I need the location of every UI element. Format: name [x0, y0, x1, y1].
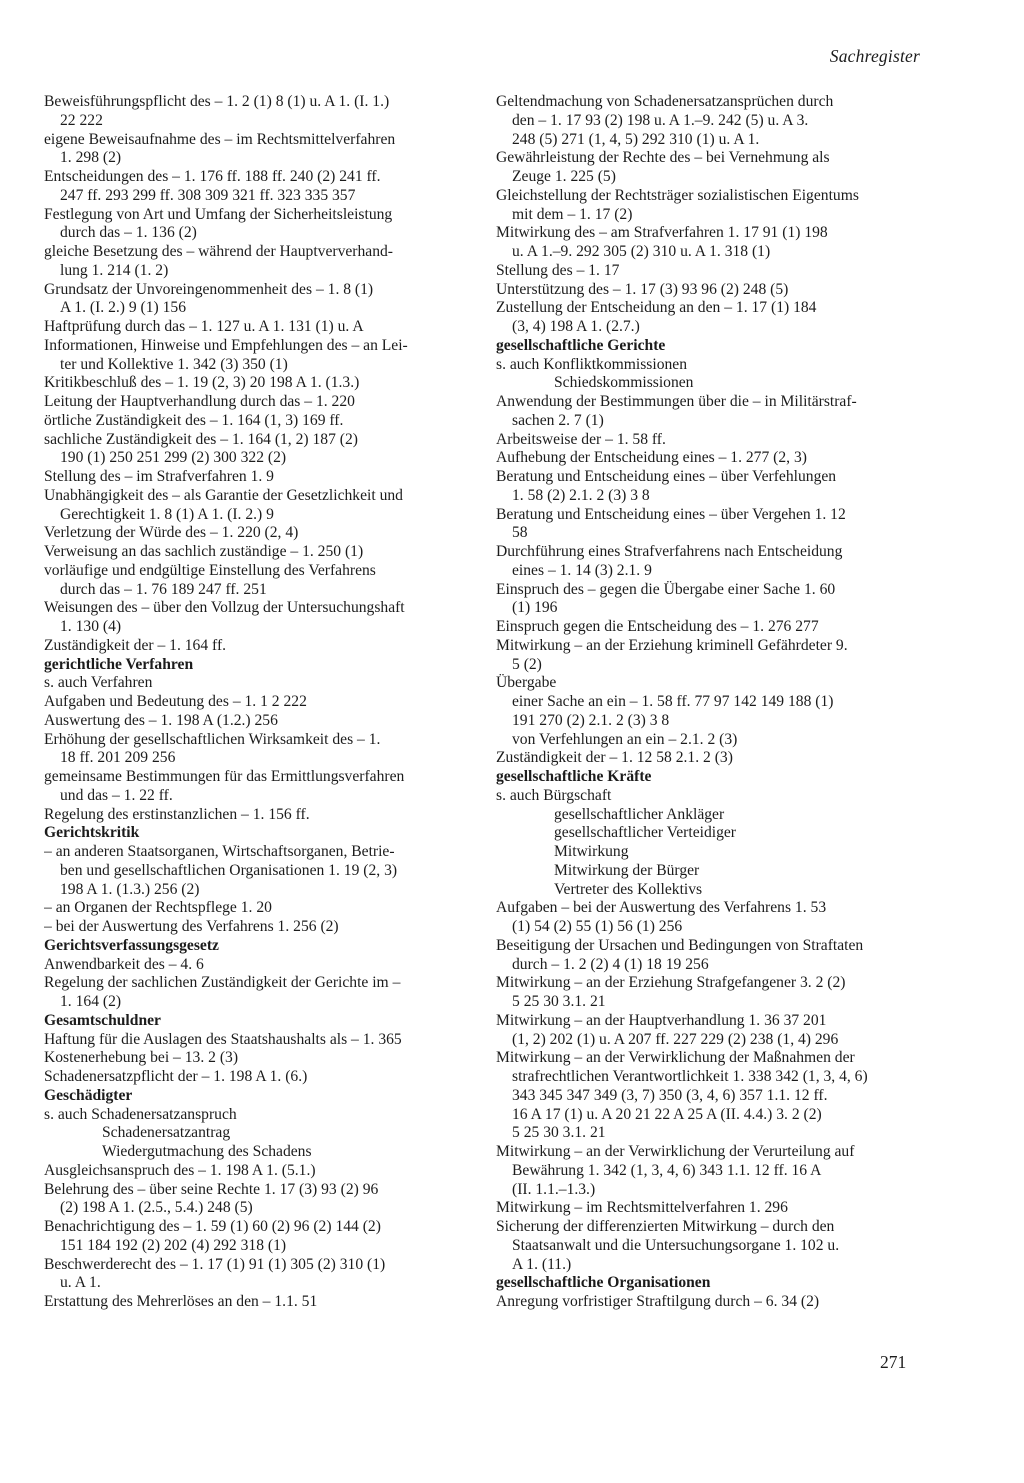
index-line: Leitung der Hauptverhandlung durch das – 1. 220 — [44, 393, 355, 410]
index-line: s. auch Konfliktkommissionen — [496, 355, 688, 373]
index-line: sachliche Zuständigkeit des – 1. 164 (1, 2) 187 (2) — [44, 430, 358, 448]
index-column-right — [496, 93, 928, 1312]
index-line: Aufhebung der Entscheidung eines – 1. 277 (2, 3) — [496, 449, 807, 467]
running-header: Sachregister — [829, 46, 920, 66]
index-line: einer Sache an ein – 1. 58 ff. 77 97 142 149 188 (1) — [512, 693, 834, 710]
index-line: Erhöhung der gesellschaftlichen Wirksamkeit des – 1. — [44, 730, 381, 748]
index-line: Kritikbeschluß des – 1. 19 (2, 3) 20 198 A 1. (1.3.) — [44, 374, 360, 392]
page-number: 271 — [880, 1352, 907, 1372]
index-line: von Verfehlungen an ein – 2.1. 2 (3) — [512, 730, 738, 748]
index-line: Mitwirkung – an der Erziehung kriminell Gefährdeter 9. — [496, 636, 848, 654]
index-line: Mitwirkung – im Rechtsmittelverfahren 1. 296 — [496, 1199, 788, 1217]
index-line: gleiche Besetzung des – während der Hauptververhand- — [44, 243, 393, 260]
index-line: Erstattung des Mehrerlöses an den – 1.1. 51 — [44, 1293, 318, 1310]
index-line: Mitwirkung – an der Verwirklichung der Verurteilung auf — [496, 1143, 855, 1160]
index-line: Arbeitsweise der – 1. 58 ff. — [496, 430, 666, 448]
index-line: Beschwerderecht des – 1. 17 (1) 91 (1) 305 (2) 310 (1) — [44, 1255, 386, 1273]
index-line: 343 345 347 349 (3, 7) 350 (3, 4, 6) 357 1.1. 12 ff. — [512, 1086, 828, 1104]
index-line: 1. 130 (4) — [60, 618, 122, 635]
index-line: 5 25 30 3.1. 21 — [512, 1124, 606, 1142]
index-line: Mitwirkung – an der Erziehung Strafgefangener 3. 2 (2) — [496, 974, 846, 992]
index-line: 58 — [512, 524, 528, 542]
index-line: (3, 4) 198 A 1. (2.7.) — [512, 318, 640, 335]
index-line: Aufgaben – bei der Auswertung des Verfahrens 1. 53 — [496, 899, 827, 917]
index-line: A 1. (I. 2.) 9 (1) 156 — [60, 299, 187, 317]
index-line: Zuständigkeit der – 1. 12 58 2.1. 2 (3) — [496, 749, 733, 767]
index-line: Kostenerhebung bei – 13. 2 (3) — [44, 1049, 239, 1067]
index-line: (1) 196 — [512, 599, 558, 617]
index-line: Sicherung der differenzierten Mitwirkung – durch den — [496, 1218, 835, 1235]
index-line: Unabhängigkeit des – als Garantie der Gesetzlichkeit und — [44, 486, 403, 504]
index-line: Haftprüfung durch das – 1. 127 u. A 1. 131 (1) u. A — [44, 318, 364, 335]
index-line: Einspruch des – gegen die Übergabe einer Sache 1. 60 — [496, 580, 836, 598]
index-line: Stellung des – 1. 17 — [496, 261, 620, 279]
index-line: Aufgaben und Bedeutung des – 1. 1 2 222 — [44, 693, 307, 710]
index-line: Gleichstellung der Rechtsträger sozialistischen Eigentums — [496, 186, 859, 204]
index-line: sachen 2. 7 (1) — [512, 411, 604, 429]
index-line: gesellschaftlicher Verteidiger — [554, 824, 736, 842]
index-line: durch – 1. 2 (2) 4 (1) 18 19 256 — [512, 955, 709, 973]
index-line: Unterstützung des – 1. 17 (3) 93 96 (2) 248 (5) — [496, 280, 789, 298]
index-line: Übergabe — [496, 674, 557, 692]
index-line: durch das – 1. 76 189 247 ff. 251 — [60, 580, 267, 598]
index-line: Durchführung eines Strafverfahrens nach Entscheidung — [496, 543, 843, 560]
index-heading: gesellschaftliche Gerichte — [496, 336, 666, 354]
index-heading: Gerichtsverfassungsgesetz — [44, 936, 219, 954]
index-line: und das – 1. 22 ff. — [60, 786, 173, 804]
index-line: s. auch Schadenersatzanspruch — [44, 1105, 237, 1123]
index-line: Einspruch gegen die Entscheidung des – 1. 276 277 — [496, 618, 819, 635]
index-heading: gesellschaftliche Organisationen — [496, 1274, 711, 1292]
index-line: Benachrichtigung des – 1. 59 (1) 60 (2) 96 (2) 144 (2) — [44, 1218, 381, 1235]
index-line: Belehrung des – über seine Rechte 1. 17 (3) 93 (2) 96 — [44, 1180, 379, 1198]
index-line: Verletzung der Würde des – 1. 220 (2, 4) — [44, 524, 299, 542]
index-line: 247 ff. 293 299 ff. 308 309 321 ff. 323 335 357 — [60, 186, 356, 204]
index-line: ter und Kollektive 1. 342 (3) 350 (1) — [60, 355, 288, 373]
index-line: Beseitigung der Ursachen und Bedingungen von Straftaten — [496, 936, 864, 954]
index-line: Ausgleichsanspruch des – 1. 198 A 1. (5.1.) — [44, 1161, 316, 1179]
index-line: Stellung des – im Strafverfahren 1. 9 — [44, 468, 274, 485]
index-line: Beratung und Entscheidung eines – über Vergehen 1. 12 — [496, 505, 846, 523]
index-line: Zustellung der Entscheidung an den – 1. 17 (1) 184 — [496, 299, 817, 317]
index-line: – bei der Auswertung des Verfahrens 1. 256 (2) — [44, 918, 339, 935]
index-line: u. A 1. — [60, 1274, 101, 1292]
index-line: 18 ff. 201 209 256 — [60, 749, 176, 767]
index-line: Mitwirkung – an der Verwirklichung der Maßnahmen der — [496, 1049, 855, 1067]
index-line: ben und gesellschaftlichen Organisationen 1. 19 (2, 3) — [60, 861, 398, 879]
index-line: Bewährung 1. 342 (1, 3, 4, 6) 343 1.1. 12 ff. 16 A — [512, 1161, 822, 1179]
index-line: Anregung vorfristiger Straftilgung durch – 6. 34 (2) — [496, 1293, 820, 1310]
index-line: (1, 2) 202 (1) u. A 207 ff. 227 229 (2) 238 (1, 4) 296 — [512, 1030, 839, 1048]
index-line: Regelung des erstinstanzlichen – 1. 156 ff. — [44, 805, 310, 823]
index-line: Entscheidungen des – 1. 176 ff. 188 ff. 240 (2) 241 ff. — [44, 168, 381, 185]
index-line: (2) 198 A 1. (2.5., 5.4.) 248 (5) — [60, 1199, 253, 1217]
index-line: strafrechtlichen Verantwortlichkeit 1. 338 342 (1, 3, 4, 6) — [512, 1068, 868, 1085]
index-line: Zeuge 1. 225 (5) — [512, 168, 616, 185]
index-line: (II. 1.1.–1.3.) — [512, 1180, 596, 1198]
index-line: Haftung für die Auslagen des Staatshaushalts als – 1. 365 — [44, 1030, 402, 1048]
index-line: 5 25 30 3.1. 21 — [512, 993, 606, 1010]
index-line: Zuständigkeit der – 1. 164 ff. — [44, 636, 227, 654]
index-line: eigene Beweisaufnahme des – im Rechtsmittelverfahren — [44, 130, 396, 148]
index-heading: gerichtliche Verfahren — [44, 655, 194, 673]
index-line: 16 A 17 (1) u. A 20 21 22 A 25 A (II. 4.4.) 3. 2 (2) — [512, 1105, 822, 1123]
index-line: Festlegung von Art und Umfang der Sicherheitsleistung — [44, 205, 393, 223]
index-line: Grundsatz der Unvoreingenommenheit des – 1. 8 (1) — [44, 280, 374, 298]
index-line: 5 (2) — [512, 655, 542, 673]
index-line: Regelung der sachlichen Zuständigkeit der Gerichte im – — [44, 974, 401, 992]
index-line: 190 (1) 250 251 299 (2) 300 322 (2) — [60, 449, 287, 467]
index-line: s. auch Verfahren — [44, 674, 153, 692]
index-line: Informationen, Hinweise und Empfehlungen des – an Lei- — [44, 336, 408, 354]
index-line: Mitwirkung des – am Strafverfahren 1. 17 91 (1) 198 — [496, 224, 828, 242]
index-heading: Gerichtskritik — [44, 824, 140, 842]
index-line: 22 222 — [60, 111, 103, 129]
index-line: Mitwirkung – an der Hauptverhandlung 1. 36 37 201 — [496, 1011, 827, 1029]
index-line: 151 184 192 (2) 202 (4) 292 318 (1) — [60, 1236, 287, 1254]
index-line: – an anderen Staatsorganen, Wirtschaftsorganen, Betrie- — [44, 843, 395, 860]
index-line: Wiedergutmachung des Schadens — [102, 1143, 312, 1160]
index-line: Geltendmachung von Schadenersatzansprüchen durch — [496, 93, 834, 110]
index-line: Schadenersatzantrag — [102, 1124, 231, 1142]
index-line: Weisungen des – über den Vollzug der Untersuchungshaft — [44, 599, 405, 617]
index-line: Mitwirkung der Bürger — [554, 861, 700, 879]
index-heading: gesellschaftliche Kräfte — [496, 768, 652, 785]
index-line: Anwendbarkeit des – 4. 6 — [44, 955, 204, 973]
index-line: Auswertung des – 1. 198 A (1.2.) 256 — [44, 711, 278, 729]
index-column-left — [44, 93, 474, 1312]
index-line: (1) 54 (2) 55 (1) 56 (1) 256 — [512, 918, 683, 935]
index-line: Verweisung an das sachlich zuständige – 1. 250 (1) — [44, 543, 364, 560]
index-line: Gerechtigkeit 1. 8 (1) A 1. (I. 2.) 9 — [60, 505, 274, 523]
index-line: 1. 164 (2) — [60, 993, 122, 1010]
index-line: Beratung und Entscheidung eines – über Verfehlungen — [496, 468, 837, 485]
index-line: Gewährleistung der Rechte des – bei Vernehmung als — [496, 149, 830, 167]
index-line: Beweisführungspflicht des – 1. 2 (1) 8 (1) u. A 1. (I. 1.) — [44, 93, 390, 110]
index-line: Schadenersatzpflicht der – 1. 198 A 1. (6.) — [44, 1068, 308, 1085]
index-line: Schiedskommissionen — [554, 374, 694, 392]
index-line: 1. 58 (2) 2.1. 2 (3) 3 8 — [512, 486, 650, 504]
index-line: u. A 1.–9. 292 305 (2) 310 u. A 1. 318 (1) — [512, 243, 771, 260]
index-line: gesellschaftlicher Ankläger — [554, 805, 725, 823]
index-line: 248 (5) 271 (1, 4, 5) 292 310 (1) u. A 1. — [512, 130, 760, 148]
index-line: Staatsanwalt und die Untersuchungsorgane 1. 102 u. — [512, 1236, 840, 1254]
index-line: 191 270 (2) 2.1. 2 (3) 3 8 — [512, 711, 670, 729]
index-line: Anwendung der Bestimmungen über die – in Militärstraf- — [496, 393, 857, 410]
index-line: mit dem – 1. 17 (2) — [512, 205, 633, 223]
index-line: lung 1. 214 (1. 2) — [60, 261, 169, 279]
index-line: A 1. (11.) — [512, 1255, 572, 1273]
index-line: durch das – 1. 136 (2) — [60, 224, 197, 242]
index-line: s. auch Bürgschaft — [496, 786, 612, 804]
index-line: eines – 1. 14 (3) 2.1. 9 — [512, 561, 652, 579]
index-line: vorläufige und endgültige Einstellung des Verfahrens — [44, 561, 376, 579]
index-line: 198 A 1. (1.3.) 256 (2) — [60, 880, 200, 898]
index-line: Mitwirkung — [554, 843, 629, 860]
index-heading: Gesamtschuldner — [44, 1011, 161, 1029]
index-line: Vertreter des Kollektivs — [554, 880, 703, 898]
index-line: – an Organen der Rechtspflege 1. 20 — [44, 899, 272, 917]
index-line: örtliche Zuständigkeit des – 1. 164 (1, 3) 169 ff. — [44, 411, 344, 429]
index-line: den – 1. 17 93 (2) 198 u. A 1.–9. 242 (5) u. A 3. — [512, 111, 809, 129]
index-line: gemeinsame Bestimmungen für das Ermittlungsverfahren — [44, 768, 405, 785]
index-heading: Geschädigter — [44, 1086, 133, 1104]
index-line: 1. 298 (2) — [60, 149, 122, 167]
